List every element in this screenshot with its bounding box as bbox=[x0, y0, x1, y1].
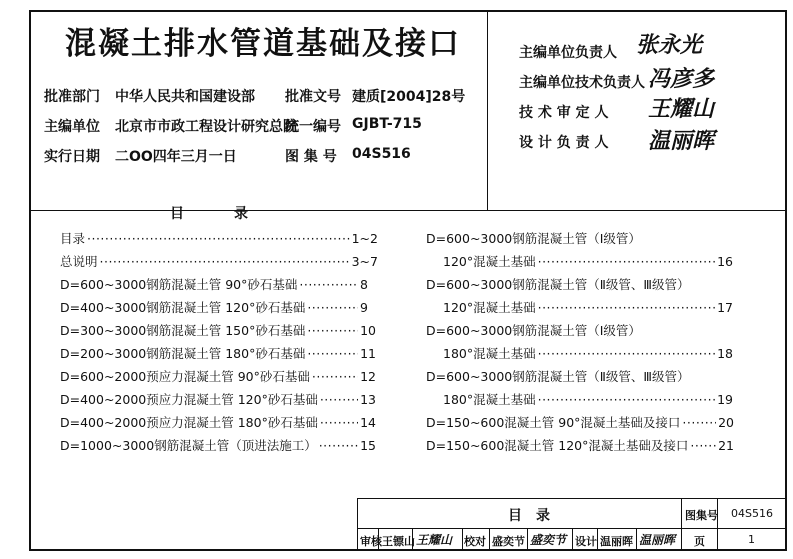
page-value: 1 bbox=[748, 533, 755, 546]
toc-entry-page: 20 bbox=[718, 415, 734, 430]
toc-entry-text: 120°混凝土基础 bbox=[443, 254, 536, 269]
toc-leader bbox=[307, 346, 358, 361]
review-label: 审核 bbox=[360, 535, 382, 548]
atlas-no-label: 图 集 号 bbox=[285, 149, 337, 165]
title-block-cell-line bbox=[572, 528, 573, 551]
toc-entry-text: 180°混凝土基础 bbox=[443, 346, 536, 361]
toc-entry-text: 总说明 bbox=[60, 254, 98, 269]
toc-entry-page: 1~2 bbox=[351, 231, 378, 246]
review-name: 王镖山 bbox=[382, 535, 415, 548]
toc-entry-text: D=600~3000钢筋混凝土管（Ⅰ级管） bbox=[426, 323, 641, 338]
toc-entry-text: D=400~3000钢筋混凝土管 120°砂石基础 bbox=[60, 300, 306, 315]
title-block-cell-line bbox=[597, 528, 598, 551]
toc-entry-page: 9 bbox=[360, 300, 368, 315]
toc-leader bbox=[682, 415, 716, 430]
impl-date-value: 二OO四年三月一日 bbox=[115, 149, 237, 165]
review-signature: 王耀山 bbox=[416, 533, 453, 547]
sheet-title-left: 目 bbox=[508, 508, 522, 524]
toc-right-entry[interactable] bbox=[443, 344, 733, 362]
toc-left-entry[interactable] bbox=[60, 344, 376, 362]
chief-unit-head-label: 主编单位负责人 bbox=[519, 45, 617, 61]
approval-doc-value: 建质[2004]28号 bbox=[352, 89, 466, 105]
check-label: 校对 bbox=[464, 535, 486, 548]
unified-no-value: GJBT-715 bbox=[352, 116, 422, 132]
design-name: 温丽晖 bbox=[600, 535, 633, 548]
header-bottom-line bbox=[29, 210, 787, 211]
toc-entry-text: D=400~2000预应力混凝土管 120°砂石基础 bbox=[60, 392, 318, 407]
toc-left-entry[interactable] bbox=[60, 321, 376, 339]
toc-heading-right: 录 bbox=[234, 206, 248, 222]
toc-entry-page: 3~7 bbox=[351, 254, 378, 269]
toc-right-entry[interactable] bbox=[426, 436, 734, 454]
title-block-cell-line bbox=[636, 528, 637, 551]
design-signature: 温丽晖 bbox=[639, 533, 676, 547]
toc-entry-text: D=600~3000钢筋混凝土管 90°砂石基础 bbox=[60, 277, 298, 292]
tech-reviewer-label: 技 术 审 定 人 bbox=[519, 105, 609, 121]
toc-leader bbox=[538, 392, 715, 407]
chief-unit-head-signature: 张永光 bbox=[636, 32, 703, 58]
header-divider bbox=[487, 10, 488, 210]
toc-leader bbox=[87, 231, 350, 246]
approval-dept-value: 中华人民共和国建设部 bbox=[115, 89, 255, 105]
toc-entry-text: D=150~600混凝土管 120°混凝土基础及接口 bbox=[426, 438, 689, 453]
atlas-label: 图集号 bbox=[685, 509, 718, 522]
toc-leader bbox=[319, 438, 358, 453]
toc-entry-text: D=600~3000钢筋混凝土管（Ⅱ级管、Ⅲ级管） bbox=[426, 369, 690, 384]
toc-left-entry[interactable] bbox=[60, 229, 378, 247]
toc-entry-text: D=150~600混凝土管 90°混凝土基础及接口 bbox=[426, 415, 681, 430]
toc-entry-page: 17 bbox=[717, 300, 733, 315]
toc-left-entry[interactable] bbox=[60, 390, 376, 408]
sheet-title-right: 录 bbox=[536, 508, 550, 524]
toc-entry-page: 18 bbox=[717, 346, 733, 361]
toc-entry-page: 10 bbox=[360, 323, 376, 338]
toc-entry-page: 19 bbox=[717, 392, 733, 407]
page-label: 页 bbox=[694, 535, 705, 548]
toc-leader bbox=[100, 254, 350, 269]
toc-entry-text: D=600~2000预应力混凝土管 90°砂石基础 bbox=[60, 369, 310, 384]
toc-entry-page: 12 bbox=[360, 369, 376, 384]
toc-right-entry[interactable] bbox=[443, 298, 733, 316]
toc-leader bbox=[320, 392, 358, 407]
title-block-divider bbox=[717, 498, 718, 551]
toc-leader bbox=[690, 438, 716, 453]
title-block-cell-line bbox=[527, 528, 528, 551]
toc-entry-text: D=1000~3000钢筋混凝土管（顶进法施工） bbox=[60, 438, 317, 453]
atlas-no-value: 04S516 bbox=[352, 146, 411, 162]
toc-leader bbox=[312, 369, 358, 384]
toc-right-entry[interactable] bbox=[426, 413, 734, 431]
tech-reviewer-signature: 王耀山 bbox=[648, 96, 715, 122]
atlas-value: 04S516 bbox=[731, 507, 773, 520]
toc-right-entry[interactable] bbox=[426, 321, 641, 339]
approval-dept-label: 批准部门 bbox=[44, 89, 100, 105]
unified-no-label: 统一编号 bbox=[285, 119, 341, 135]
toc-entry-text: 180°混凝土基础 bbox=[443, 392, 536, 407]
tech-head-label: 主编单位技术负责人 bbox=[519, 75, 645, 91]
toc-entry-page: 21 bbox=[718, 438, 734, 453]
toc-entry-text: D=600~3000钢筋混凝土管（Ⅰ级管） bbox=[426, 231, 641, 246]
toc-left-entry[interactable] bbox=[60, 413, 376, 431]
check-name: 盛奕节 bbox=[492, 535, 525, 548]
design-head-label: 设 计 负 责 人 bbox=[519, 135, 609, 151]
toc-left-entry[interactable] bbox=[60, 275, 368, 293]
toc-entry-page: 15 bbox=[360, 438, 376, 453]
toc-left-entry[interactable] bbox=[60, 252, 378, 270]
toc-leader bbox=[299, 277, 358, 292]
title-block-left-line bbox=[357, 498, 358, 551]
toc-entry-page: 14 bbox=[360, 415, 376, 430]
design-label: 设计 bbox=[575, 535, 597, 548]
design-head-signature: 温丽晖 bbox=[648, 128, 715, 154]
title-block-cell-line bbox=[462, 528, 463, 551]
toc-entry-text: D=200~3000钢筋混凝土管 180°砂石基础 bbox=[60, 346, 306, 361]
approval-doc-label: 批准文号 bbox=[285, 89, 341, 105]
chief-unit-label: 主编单位 bbox=[44, 119, 100, 135]
page-title: 混凝土排水管道基础及接口 bbox=[65, 26, 461, 62]
toc-entry-text: 目录 bbox=[60, 231, 86, 246]
toc-entry-text: D=300~3000钢筋混凝土管 150°砂石基础 bbox=[60, 323, 306, 338]
impl-date-label: 实行日期 bbox=[44, 149, 100, 165]
toc-left-entry[interactable] bbox=[60, 367, 376, 385]
toc-right-entry[interactable] bbox=[443, 390, 733, 408]
toc-entry-page: 11 bbox=[360, 346, 376, 361]
title-block-cell-line bbox=[489, 528, 490, 551]
toc-left-entry[interactable] bbox=[60, 436, 376, 454]
check-signature: 盛奕节 bbox=[530, 533, 567, 547]
toc-right-entry[interactable] bbox=[443, 252, 733, 270]
tech-head-signature: 冯彦多 bbox=[648, 66, 715, 92]
toc-right-entry[interactable] bbox=[426, 229, 641, 247]
title-block-divider bbox=[681, 498, 682, 551]
toc-entry-page: 8 bbox=[360, 277, 368, 292]
toc-right-entry[interactable] bbox=[426, 275, 690, 293]
toc-leader bbox=[320, 415, 358, 430]
toc-entry-text: D=600~3000钢筋混凝土管（Ⅱ级管、Ⅲ级管） bbox=[426, 277, 690, 292]
toc-leader bbox=[307, 300, 358, 315]
toc-entry-page: 13 bbox=[360, 392, 376, 407]
toc-entry-text: D=400~2000预应力混凝土管 180°砂石基础 bbox=[60, 415, 318, 430]
toc-left-entry[interactable] bbox=[60, 298, 368, 316]
toc-leader bbox=[538, 346, 715, 361]
toc-leader bbox=[538, 254, 715, 269]
toc-leader bbox=[307, 323, 358, 338]
chief-unit-value: 北京市市政工程设计研究总院 bbox=[115, 119, 297, 135]
toc-leader bbox=[538, 300, 715, 315]
toc-entry-page: 16 bbox=[717, 254, 733, 269]
title-block-top-line bbox=[357, 498, 787, 499]
toc-heading-left: 目 bbox=[170, 206, 184, 222]
toc-right-entry[interactable] bbox=[426, 367, 690, 385]
toc-entry-text: 120°混凝土基础 bbox=[443, 300, 536, 315]
